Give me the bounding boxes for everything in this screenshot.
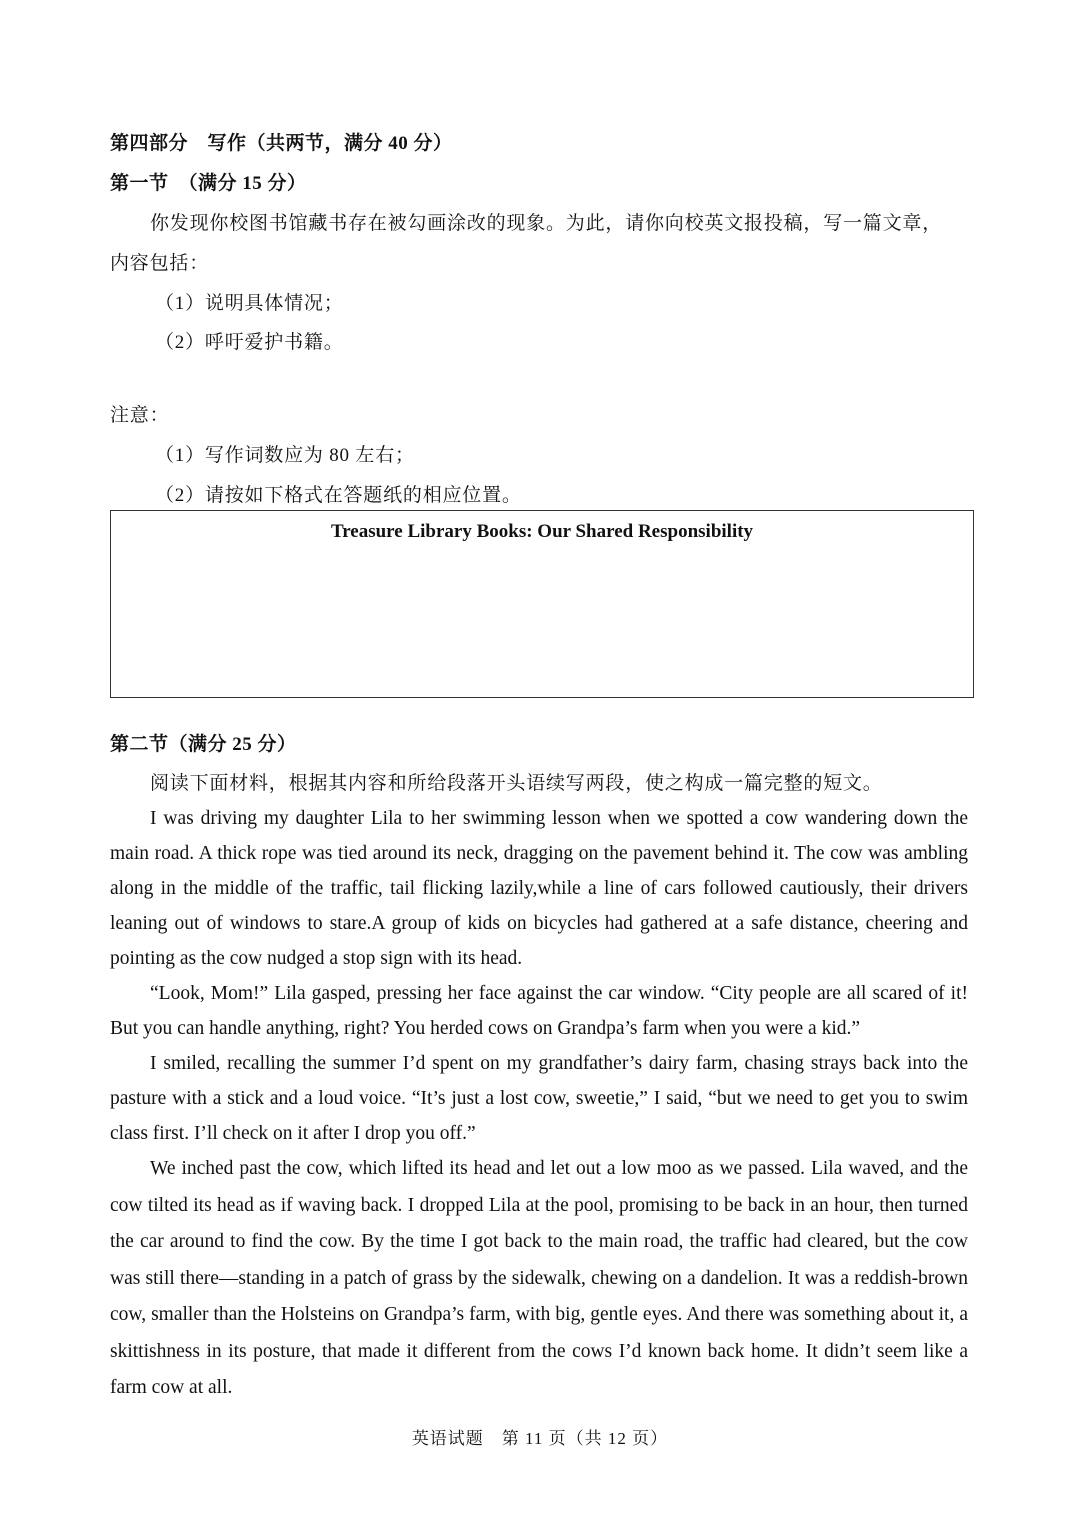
section2-heading: 第二节（满分 25 分） xyxy=(110,734,297,755)
requirement-item-2: （2）呼吁爱护书籍。 xyxy=(155,332,344,353)
section1-heading: 第一节 （满分 15 分） xyxy=(110,173,307,194)
section1-prompt-line2: 内容包括： xyxy=(110,253,210,274)
notes-label: 注意： xyxy=(110,405,170,426)
answer-format-box xyxy=(110,510,974,698)
story-paragraph-2: “Look, Mom!” Lila gasped, pressing her face against the car window. “City people are all scared of it! But you can handle anything, right? You herded cows on Grandpa’s farm when you were a kid.” xyxy=(110,983,968,1039)
requirement-item-1: （1）说明具体情况； xyxy=(155,293,344,314)
page-footer: 英语试题 第 11 页（共 12 页） xyxy=(411,1429,669,1448)
story-paragraph-4: We inched past the cow, which lifted its head and let out a low moo as we passed. Lila waved, and the cow tilted its head as if waving back. I dropped Lila at the pool, promising to be back in an hour, then turned the car around to find the cow. By the time I got back to the main road, the traffic had cleared, but the cow was still there—standing in a patch of grass by the sidewalk, chewing on a dandelion. It was a reddish-brown cow, smaller than the Holsteins on Grandpa’s farm, with big, gentle eyes. And there was something about it, a skittishness in its posture, that made it different from the cows I’d known back home. It didn’t seem like a farm cow at all. xyxy=(110,1158,968,1398)
section1-prompt-line1: 你发现你校图书馆藏书存在被勾画涂改的现象。为此，请你向校英文报投稿，写一篇文章， xyxy=(150,213,943,234)
answer-box-title: Treasure Library Books: Our Shared Responsibility xyxy=(330,521,754,542)
part-heading: 第四部分 写作（共两节，满分 40 分） xyxy=(110,133,453,154)
story-paragraph-1: I was driving my daughter Lila to her swimming lesson when we spotted a cow wandering down the main road. A thick rope was tied around its neck, dragging on the pavement behind it. The cow was ambling along in the middle of the traffic, tail flicking lazily,while a line of cars followed cautiously, their drivers leaning out of windows to stare.A group of kids on bicycles had gathered at a safe distance, cheering and pointing as the cow nudged a stop sign with its head. xyxy=(110,808,968,969)
note-item-1: （1）写作词数应为 80 左右； xyxy=(155,445,415,466)
note-item-2: （2）请按如下格式在答题纸的相应位置。 xyxy=(155,485,522,506)
story-paragraph-3: I smiled, recalling the summer I’d spent on my grandfather’s dairy farm, chasing strays back into the pasture with a stick and a loud voice. “It’s just a lost cow, sweetie,” I said, “but we need to get you to swim class first. I’ll check on it after I drop you off.” xyxy=(110,1053,968,1144)
section2-instruction: 阅读下面材料，根据其内容和所给段落开头语续写两段，使之构成一篇完整的短文。 xyxy=(150,773,883,794)
